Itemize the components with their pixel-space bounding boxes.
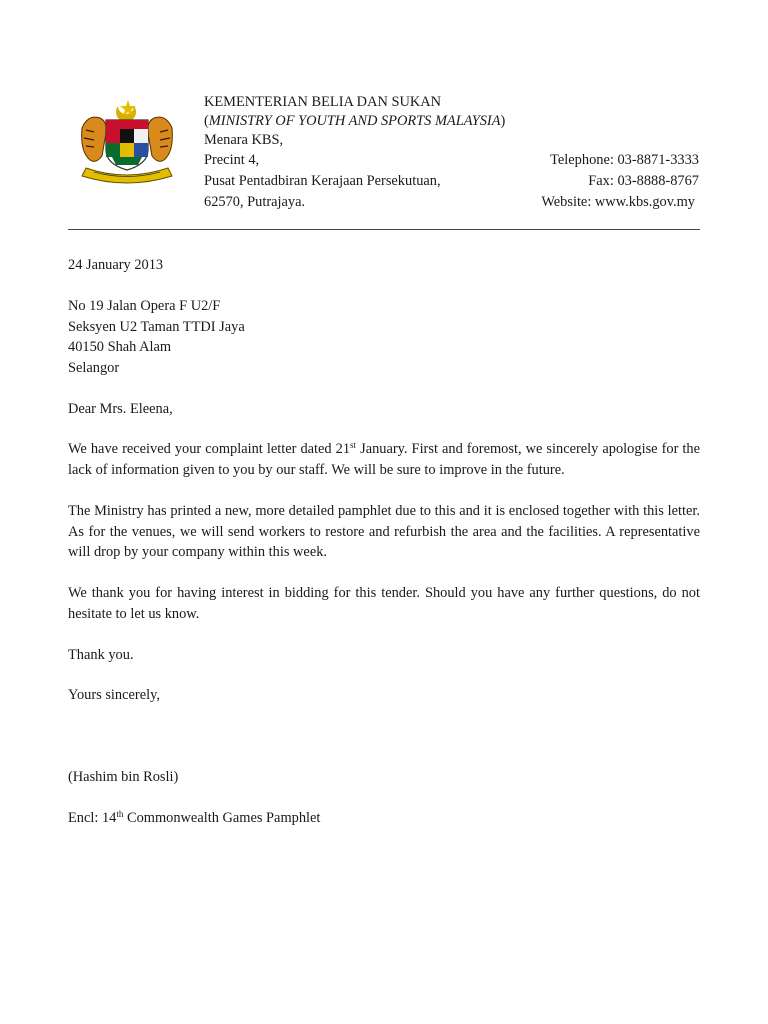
- enclosure: [68, 808, 700, 829]
- signatory: (Hashim bin Rosli): [68, 769, 179, 785]
- paragraph-3: We thank you for having interest in bidding for this tender. Should you have any further questions, do not hesitate to let us know.: [68, 585, 700, 622]
- website: Website: www.kbs.gov.my: [541, 194, 695, 210]
- org-name: KEMENTERIAN BELIA DAN SUKAN: [204, 94, 442, 110]
- org-name-english: (MINISTRY OF YOUTH AND SPORTS MALAYSIA): [204, 113, 506, 129]
- recipient-address: [68, 296, 700, 378]
- address-line: 62570, Putrajaya.: [204, 194, 306, 210]
- malaysia-coat-of-arms-icon: [72, 98, 182, 186]
- recipient-line: No 19 Jalan Opera F U2/F: [68, 298, 221, 314]
- telephone: Telephone: 03-8871-3333: [550, 152, 699, 168]
- recipient-line: Selangor: [68, 359, 120, 376]
- header-divider: [68, 229, 700, 230]
- address-line: Menara KBS,: [204, 132, 284, 148]
- enclosure-superscript: th: [116, 809, 124, 819]
- address-line: Precint 4,: [204, 152, 260, 168]
- paragraph-1-end: January. First and foremost, we sincerely apologise for the lack of information given to you by our staff. We will be sure to improve in the future.: [68, 441, 701, 478]
- paragraph-1-superscript: st: [350, 440, 357, 450]
- letter-date: 24 January 2013: [68, 257, 164, 273]
- thank-you: Thank you.: [68, 647, 134, 663]
- enclosure-end: Commonwealth Games Pamphlet: [123, 810, 321, 826]
- closing: Yours sincerely,: [68, 687, 160, 703]
- recipient-line: 40150 Shah Alam: [68, 339, 172, 356]
- address-line: Pusat Pentadbiran Kerajaan Persekutuan,: [204, 173, 441, 189]
- salutation: Dear Mrs. Eleena,: [68, 401, 173, 417]
- fax: Fax: 03-8888-8767: [588, 173, 699, 189]
- recipient-line: Seksyen U2 Taman TTDI Jaya: [68, 318, 245, 335]
- org-name-english-text: MINISTRY OF YOUTH AND SPORTS MALAYSIA: [208, 113, 501, 129]
- paragraph-2: The Ministry has printed a new, more detailed pamphlet due to this and it is enclosed together with this letter. As for the venues, we will send workers to restore and refurbish the area and the facilities. A representative will drop by your company within this week.: [68, 503, 700, 561]
- enclosure-start: Encl: 14: [68, 810, 117, 826]
- paragraph-1-start: We have received your complaint letter dated 21: [68, 441, 351, 457]
- paragraph-1: [68, 439, 700, 480]
